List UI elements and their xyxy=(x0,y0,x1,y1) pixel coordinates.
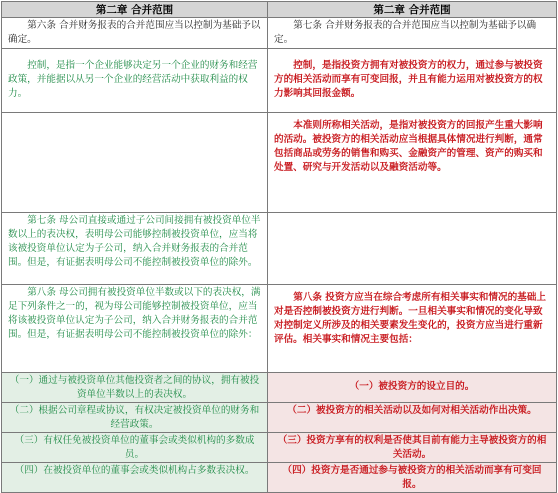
right-cell: 本准则所称相关活动，是指对被投资方的回报产生重大影响的活动。被投资方的相关活动应当根据具体情况进行判断，通常包括商品或劳务的销售和购买、金融资产的管理、资产的购买和处置、研究与开发活动以及融资活动等。 xyxy=(268,113,557,213)
table-row xyxy=(2,213,557,285)
table-row xyxy=(2,113,557,213)
table-row xyxy=(2,18,557,49)
left-cell-empty xyxy=(2,113,268,213)
right-cell: （二）被投资方的相关活动以及如何对相关活动作出决策。 xyxy=(268,403,557,433)
right-cell: （三）投资方享有的权利是否使其目前有能力主导被投资方的相关活动。 xyxy=(268,433,557,463)
table-row xyxy=(2,49,557,113)
right-cell: （四）投资方是否通过参与被投资方的相关活动而享有可变回报。 xyxy=(268,463,557,493)
left-cell: （二）根据公司章程或协议，有权决定被投资单位的财务和经营政策。 xyxy=(2,403,268,433)
right-cell: （一）被投资方的设立目的。 xyxy=(268,373,557,403)
left-cell: 第六条 合并财务报表的合并范围应当以控制为基础予以确定。 xyxy=(2,18,268,49)
left-cell: （四）在被投资单位的董事会或类似机构占多数表决权。 xyxy=(2,463,268,493)
right-cell: 控制，是指投资方拥有对被投资方的权力，通过参与被投资方的相关活动而享有可变回报，并且有能力运用对被投资方的权力影响其回报金额。 xyxy=(268,49,557,113)
right-cell-empty xyxy=(268,213,557,285)
table-row xyxy=(2,285,557,373)
right-header: 第二章 合并范围 xyxy=(268,2,557,18)
comparison-table xyxy=(1,1,557,493)
table-row xyxy=(2,463,557,493)
left-header: 第二章 合并范围 xyxy=(2,2,268,18)
left-cell: （三）有权任免被投资单位的董事会或类似机构的多数成员。 xyxy=(2,433,268,463)
left-cell: 控制，是指一个企业能够决定另一个企业的财务和经营政策，并能据以从另一个企业的经营活动中获取利益的权力。 xyxy=(2,49,268,113)
left-cell: 第七条 母公司直接或通过子公司间接拥有被投资单位半数以上的表决权，表明母公司能够控制被投资单位，应当将该被投资单位认定为子公司，纳入合并财务报表的合并范围。但是，有证据表明母公司不能控制被投资单位的除外。 xyxy=(2,213,268,285)
header-row xyxy=(2,2,557,18)
left-cell: 第八条 母公司拥有被投资单位半数或以下的表决权，满足下列条件之一的，视为母公司能够控制被投资单位，应当将该被投资单位认定为子公司，纳入合并财务报表的合并范围。但是，有证据表明母公司不能控制被投资单位的除外： xyxy=(2,285,268,373)
table-row xyxy=(2,433,557,463)
table-row xyxy=(2,403,557,433)
table-row xyxy=(2,373,557,403)
right-cell: 第七条 合并财务报表的合并范围应当以控制为基础予以确定。 xyxy=(268,18,557,49)
left-cell: （一）通过与被投资单位其他投资者之间的协议，拥有被投资单位半数以上的表决权。 xyxy=(2,373,268,403)
right-cell: 第八条 投资方应当在综合考虑所有相关事实和情况的基础上对是否控制被投资方进行判断。一旦相关事实和情况的变化导致对控制定义所涉及的相关要素发生变化的，投资方应当进行重新评估。相关事实和情况主要包括： xyxy=(268,285,557,373)
